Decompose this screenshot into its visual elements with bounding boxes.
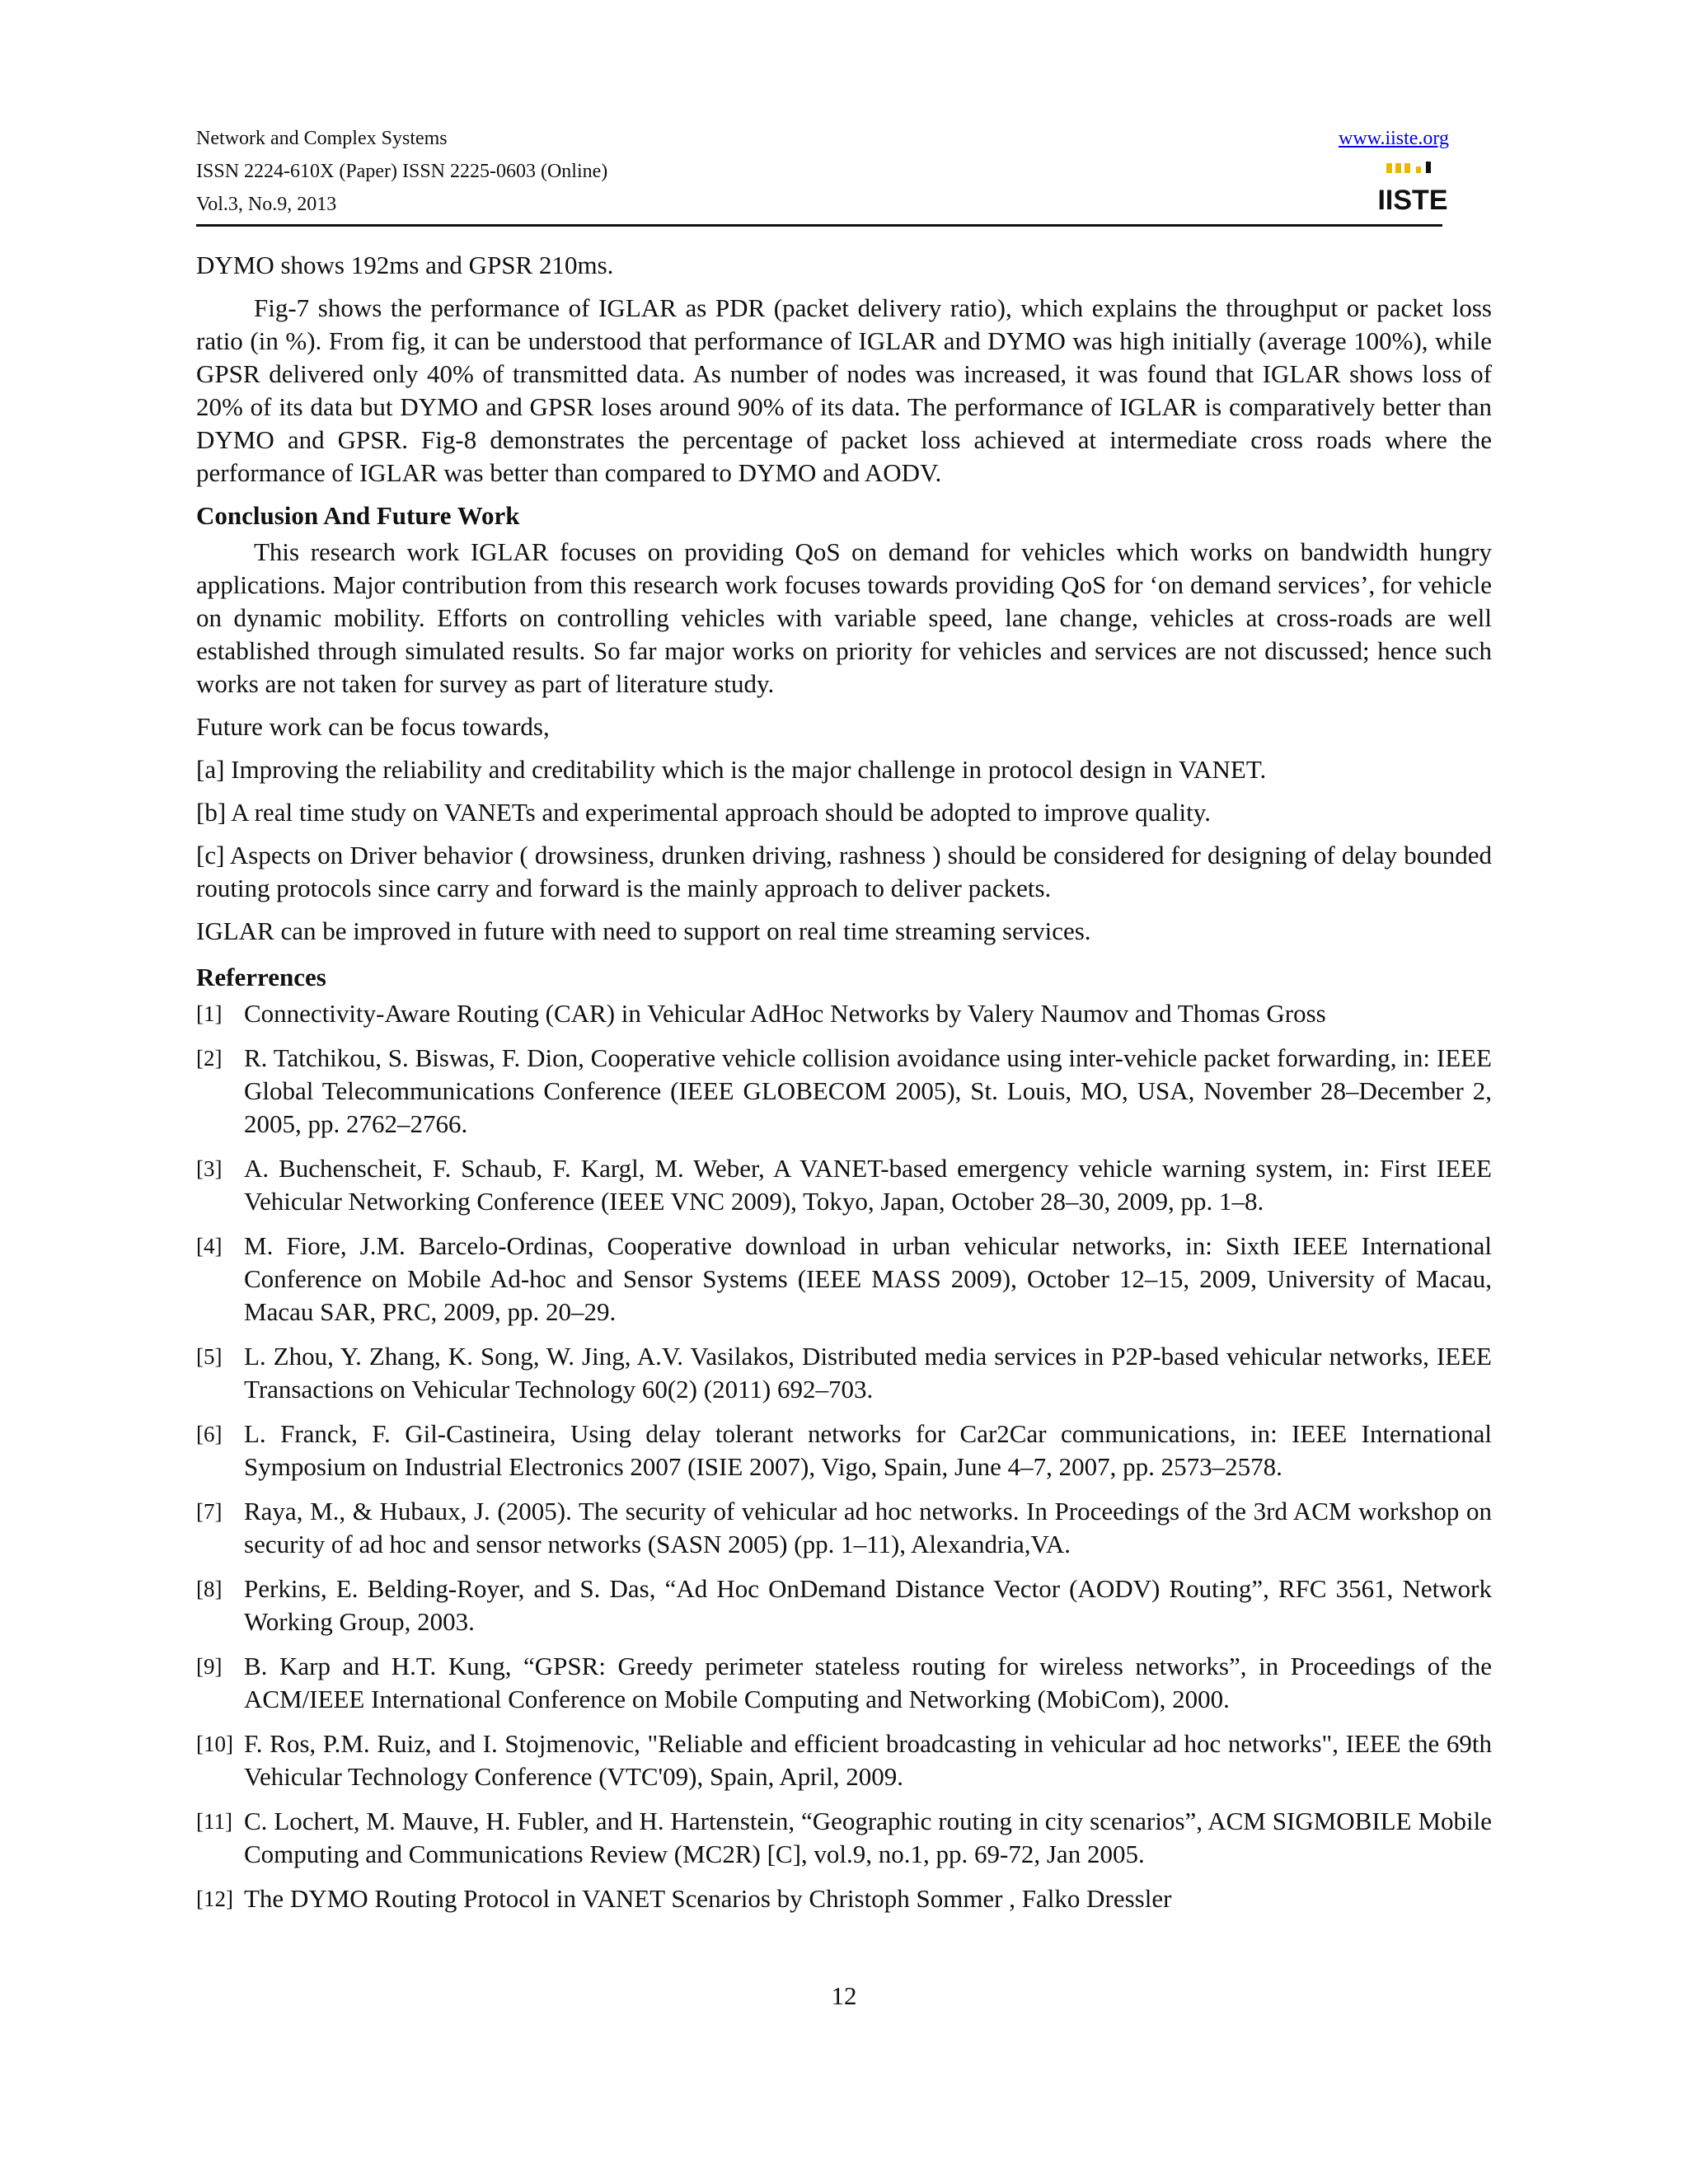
future-item-b: [b] A real time study on VANETs and experimental approach should be adopted to improve quality. bbox=[196, 798, 1211, 827]
reference-text: M. Fiore, J.M. Barcelo-Ordinas, Cooperative download in urban vehicular networks, in: Sixth IEEE International Conference on Mobile Ad-hoc and Sensor Systems (IEEE MASS 2009), October 12–15, 2009, University of Macau, Macau SAR, PRC, 2009, pp. 20–29. bbox=[244, 1231, 1492, 1326]
reference-number: [9] bbox=[196, 1654, 223, 1679]
reference-number: [6] bbox=[196, 1422, 223, 1446]
logo-text: IISTE bbox=[1377, 185, 1448, 216]
conclusion-heading: Conclusion And Future Work bbox=[196, 501, 520, 530]
reference-text: L. Franck, F. Gil-Castineira, Using delay tolerant networks for Car2Car communications, in: IEEE International Symposium on Industrial Electronics 2007 (ISIE 2007), Vigo, Spain, June 4–7, 2007, pp. 2573–2578. bbox=[244, 1419, 1492, 1481]
reference-number: [12] bbox=[196, 1886, 233, 1911]
iiste-logo-icon bbox=[1377, 158, 1448, 216]
reference-item bbox=[196, 1572, 1492, 1638]
journal-name: Network and Complex Systems bbox=[196, 128, 448, 149]
reference-text: B. Karp and H.T. Kung, “GPSR: Greedy perimeter stateless routing for wireless networks”, in Proceedings of the ACM/IEEE International Conference on Mobile Computing and Networking (MobiCom), 2000. bbox=[244, 1652, 1492, 1713]
page-header bbox=[196, 122, 1449, 226]
reference-text: A. Buchenscheit, F. Schaub, F. Kargl, M. Weber, A VANET-based emergency vehicle warning system, in: First IEEE Vehicular Networking Conference (IEEE VNC 2009), Tokyo, Japan, October 28–30, 2009, pp. 1–8. bbox=[244, 1154, 1492, 1216]
issn-line: ISSN 2224-610X (Paper) ISSN 2225-0603 (Online) bbox=[196, 161, 608, 182]
reference-item bbox=[196, 1042, 1492, 1141]
journal-url-link[interactable]: www.iiste.org bbox=[1339, 128, 1449, 149]
reference-number: [8] bbox=[196, 1577, 223, 1601]
reference-number: [2] bbox=[196, 1046, 223, 1071]
paragraph-conclusion: This research work IGLAR focuses on providing QoS on demand for vehicles which works on bandwidth hungry applications. Major contribution from this research work focuses towards providing QoS for ‘on demand services’, for vehicle on dynamic mobility. Efforts on controlling vehicles with variable speed, lane change, vehicles at cross-roads are well established through simulated results. So far major works on priority for vehicles and services are not discussed; hence such works are not taken for survey as part of literature study. bbox=[196, 537, 1492, 698]
header-rule bbox=[196, 224, 1442, 227]
reference-item bbox=[196, 1650, 1492, 1716]
reference-number: [11] bbox=[196, 1809, 232, 1834]
volume-line: Vol.3, No.9, 2013 bbox=[196, 194, 337, 215]
reference-text: Connectivity-Aware Routing (CAR) in Vehicular AdHoc Networks by Valery Naumov and Thomas Gross bbox=[244, 999, 1326, 1028]
reference-item bbox=[196, 1727, 1492, 1793]
reference-item bbox=[196, 1152, 1492, 1218]
references-heading: Referrences bbox=[196, 963, 326, 991]
reference-text: F. Ros, P.M. Ruiz, and I. Stojmenovic, "Reliable and efficient broadcasting in vehicular ad hoc networks", IEEE the 69th Vehicular Technology Conference (VTC'09), Spain, April, 2009. bbox=[244, 1729, 1492, 1791]
reference-text: C. Lochert, M. Mauve, H. Fubler, and H. Hartenstein, “Geographic routing in city scenarios”, ACM SIGMOBILE Mobile Computing and Communications Review (MC2R) [C], vol.9, no.1, pp. 69-72, Jan 2005. bbox=[244, 1807, 1492, 1868]
reference-item bbox=[196, 1495, 1492, 1561]
reference-number: [7] bbox=[196, 1499, 223, 1524]
future-item-c: [c] Aspects on Driver behavior ( drowsiness, drunken driving, rashness ) should be considered for designing of delay bounded routing protocols since carry and forward is the mainly approach to deliver packets. bbox=[196, 841, 1492, 902]
reference-number: [4] bbox=[196, 1234, 223, 1258]
main-content bbox=[196, 249, 1492, 1915]
reference-item bbox=[196, 997, 1492, 1030]
paragraph-future-intro: Future work can be focus towards, bbox=[196, 712, 550, 741]
reference-item bbox=[196, 1805, 1492, 1871]
reference-item bbox=[196, 1340, 1492, 1406]
reference-text: Perkins, E. Belding-Royer, and S. Das, “Ad Hoc OnDemand Distance Vector (AODV) Routing”, RFC 3561, Network Working Group, 2003. bbox=[244, 1574, 1492, 1636]
reference-list bbox=[196, 997, 1492, 1915]
paragraph-fig7: Fig-7 shows the performance of IGLAR as PDR (packet delivery ratio), which explains the throughput or packet loss ratio (in %). From fig, it can be understood that performance of IGLAR and DYMO was high initially (average 100%), while GPSR delivered only 40% of transmitted data. As number of nodes was increased, it was found that IGLAR shows loss of 20% of its data but DYMO and GPSR loses around 90% of its data. The performance of IGLAR is comparatively better than DYMO and GPSR. Fig-8 demonstrates the percentage of packet loss achieved at intermediate cross roads where the performance of IGLAR was better than compared to DYMO and AODV. bbox=[196, 293, 1492, 487]
reference-number: [3] bbox=[196, 1156, 223, 1181]
page-number: 12 bbox=[831, 1981, 857, 2010]
reference-item bbox=[196, 1882, 1492, 1915]
reference-number: [1] bbox=[196, 1001, 223, 1026]
reference-item bbox=[196, 1418, 1492, 1483]
reference-text: The DYMO Routing Protocol in VANET Scenarios by Christoph Sommer , Falko Dressler bbox=[244, 1884, 1172, 1913]
reference-number: [10] bbox=[196, 1732, 233, 1756]
future-item-a: [a] Improving the reliability and creditability which is the major challenge in protocol design in VANET. bbox=[196, 755, 1267, 784]
paragraph-results-end: DYMO shows 192ms and GPSR 210ms. bbox=[196, 251, 614, 279]
reference-text: L. Zhou, Y. Zhang, K. Song, W. Jing, A.V. Vasilakos, Distributed media services in P2P-based vehicular networks, IEEE Transactions on Vehicular Technology 60(2) (2011) 692–703. bbox=[244, 1342, 1492, 1404]
reference-text: Raya, M., & Hubaux, J. (2005). The security of vehicular ad hoc networks. In Proceedings of the 3rd ACM workshop on security of ad hoc and sensor networks (SASN 2005) (pp. 1–11), Alexandria,VA. bbox=[244, 1497, 1492, 1558]
paragraph-future-end: IGLAR can be improved in future with need to support on real time streaming services. bbox=[196, 916, 1091, 945]
reference-number: [5] bbox=[196, 1344, 223, 1369]
reference-text: R. Tatchikou, S. Biswas, F. Dion, Cooperative vehicle collision avoidance using inter-vehicle packet forwarding, in: IEEE Global Telecommunications Conference (IEEE GLOBECOM 2005), St. Louis, MO, USA, November 28–December 2, 2005, pp. 2762–2766. bbox=[244, 1043, 1492, 1138]
reference-item bbox=[196, 1230, 1492, 1329]
